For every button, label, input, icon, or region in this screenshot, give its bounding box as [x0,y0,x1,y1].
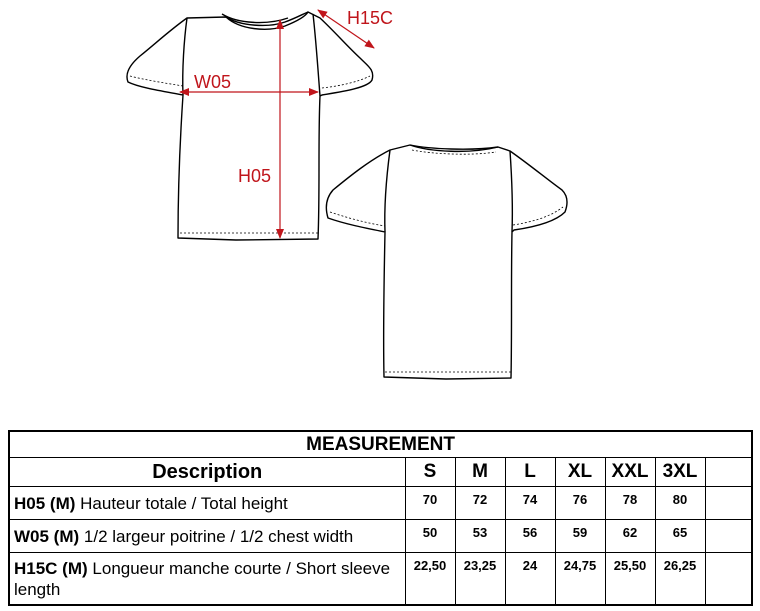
size-header: 3XL [655,458,705,487]
table-cell [705,487,752,520]
table-cell: 62 [605,520,655,553]
table-cell: 23,25 [455,553,505,606]
row-text: Hauteur totale / Total height [80,493,288,513]
tshirt-back-right-sleeve-seam [510,151,512,232]
table-cell: 22,50 [405,553,455,606]
size-header: XL [555,458,605,487]
tshirt-front-right-sleeve-seam [313,14,320,96]
row-description [9,487,405,520]
height-dimension-label: H05 [238,166,272,186]
size-header: L [505,458,555,487]
table-row [9,520,752,553]
width-dimension-label: W05 [194,72,232,92]
table-title-row [9,431,752,458]
table-title: MEASUREMENT [9,431,752,458]
table-cell: 72 [455,487,505,520]
description-header: Description [9,458,405,487]
table-cell: 26,25 [655,553,705,606]
size-header: S [405,458,455,487]
table-cell: 25,50 [605,553,655,606]
tshirt-back-left-sleeve-seam [385,150,390,232]
size-header: M [455,458,505,487]
row-code: W05 (M) [14,526,80,546]
row-text: Longueur manche courte / Short sleeve length [14,558,391,599]
table-cell: 56 [505,520,555,553]
table-cell: 80 [655,487,705,520]
tshirt-front-left-sleeve-seam [183,18,187,95]
measurement-table [8,430,753,606]
row-description [9,553,405,606]
dimension-lines [180,10,374,238]
table-cell: 70 [405,487,455,520]
table-cell: 59 [555,520,605,553]
table-cell: 65 [655,520,705,553]
table-cell [705,520,752,553]
table-cell: 78 [605,487,655,520]
row-code: H05 (M) [14,493,76,513]
table-cell: 24,75 [555,553,605,606]
table-row [9,553,752,606]
table-cell: 74 [505,487,555,520]
row-code: H15C (M) [14,558,88,578]
tshirt-back [326,145,567,379]
tshirt-back-body [326,145,567,379]
tshirt-front-left-hem-stitch [130,76,183,86]
tshirt-back-left-hem-stitch [330,212,385,226]
size-header: XXL [605,458,655,487]
tshirt-back-right-hem-stitch [513,207,563,225]
tshirt-front-collar [226,12,308,25]
row-description [9,520,405,553]
row-text: 1/2 largeur poitrine / 1/2 chest width [83,526,354,546]
table-cell: 24 [505,553,555,606]
sleeve-dimension-label: H15C [347,8,394,28]
size-header-empty [705,458,752,487]
tshirt-front [127,12,373,240]
table-cell [705,553,752,606]
table-cell: 76 [555,487,605,520]
table-cell: 50 [405,520,455,553]
tshirt-front-body [127,12,373,240]
table-header-row [9,458,752,487]
table-row [9,487,752,520]
table-cell: 53 [455,520,505,553]
